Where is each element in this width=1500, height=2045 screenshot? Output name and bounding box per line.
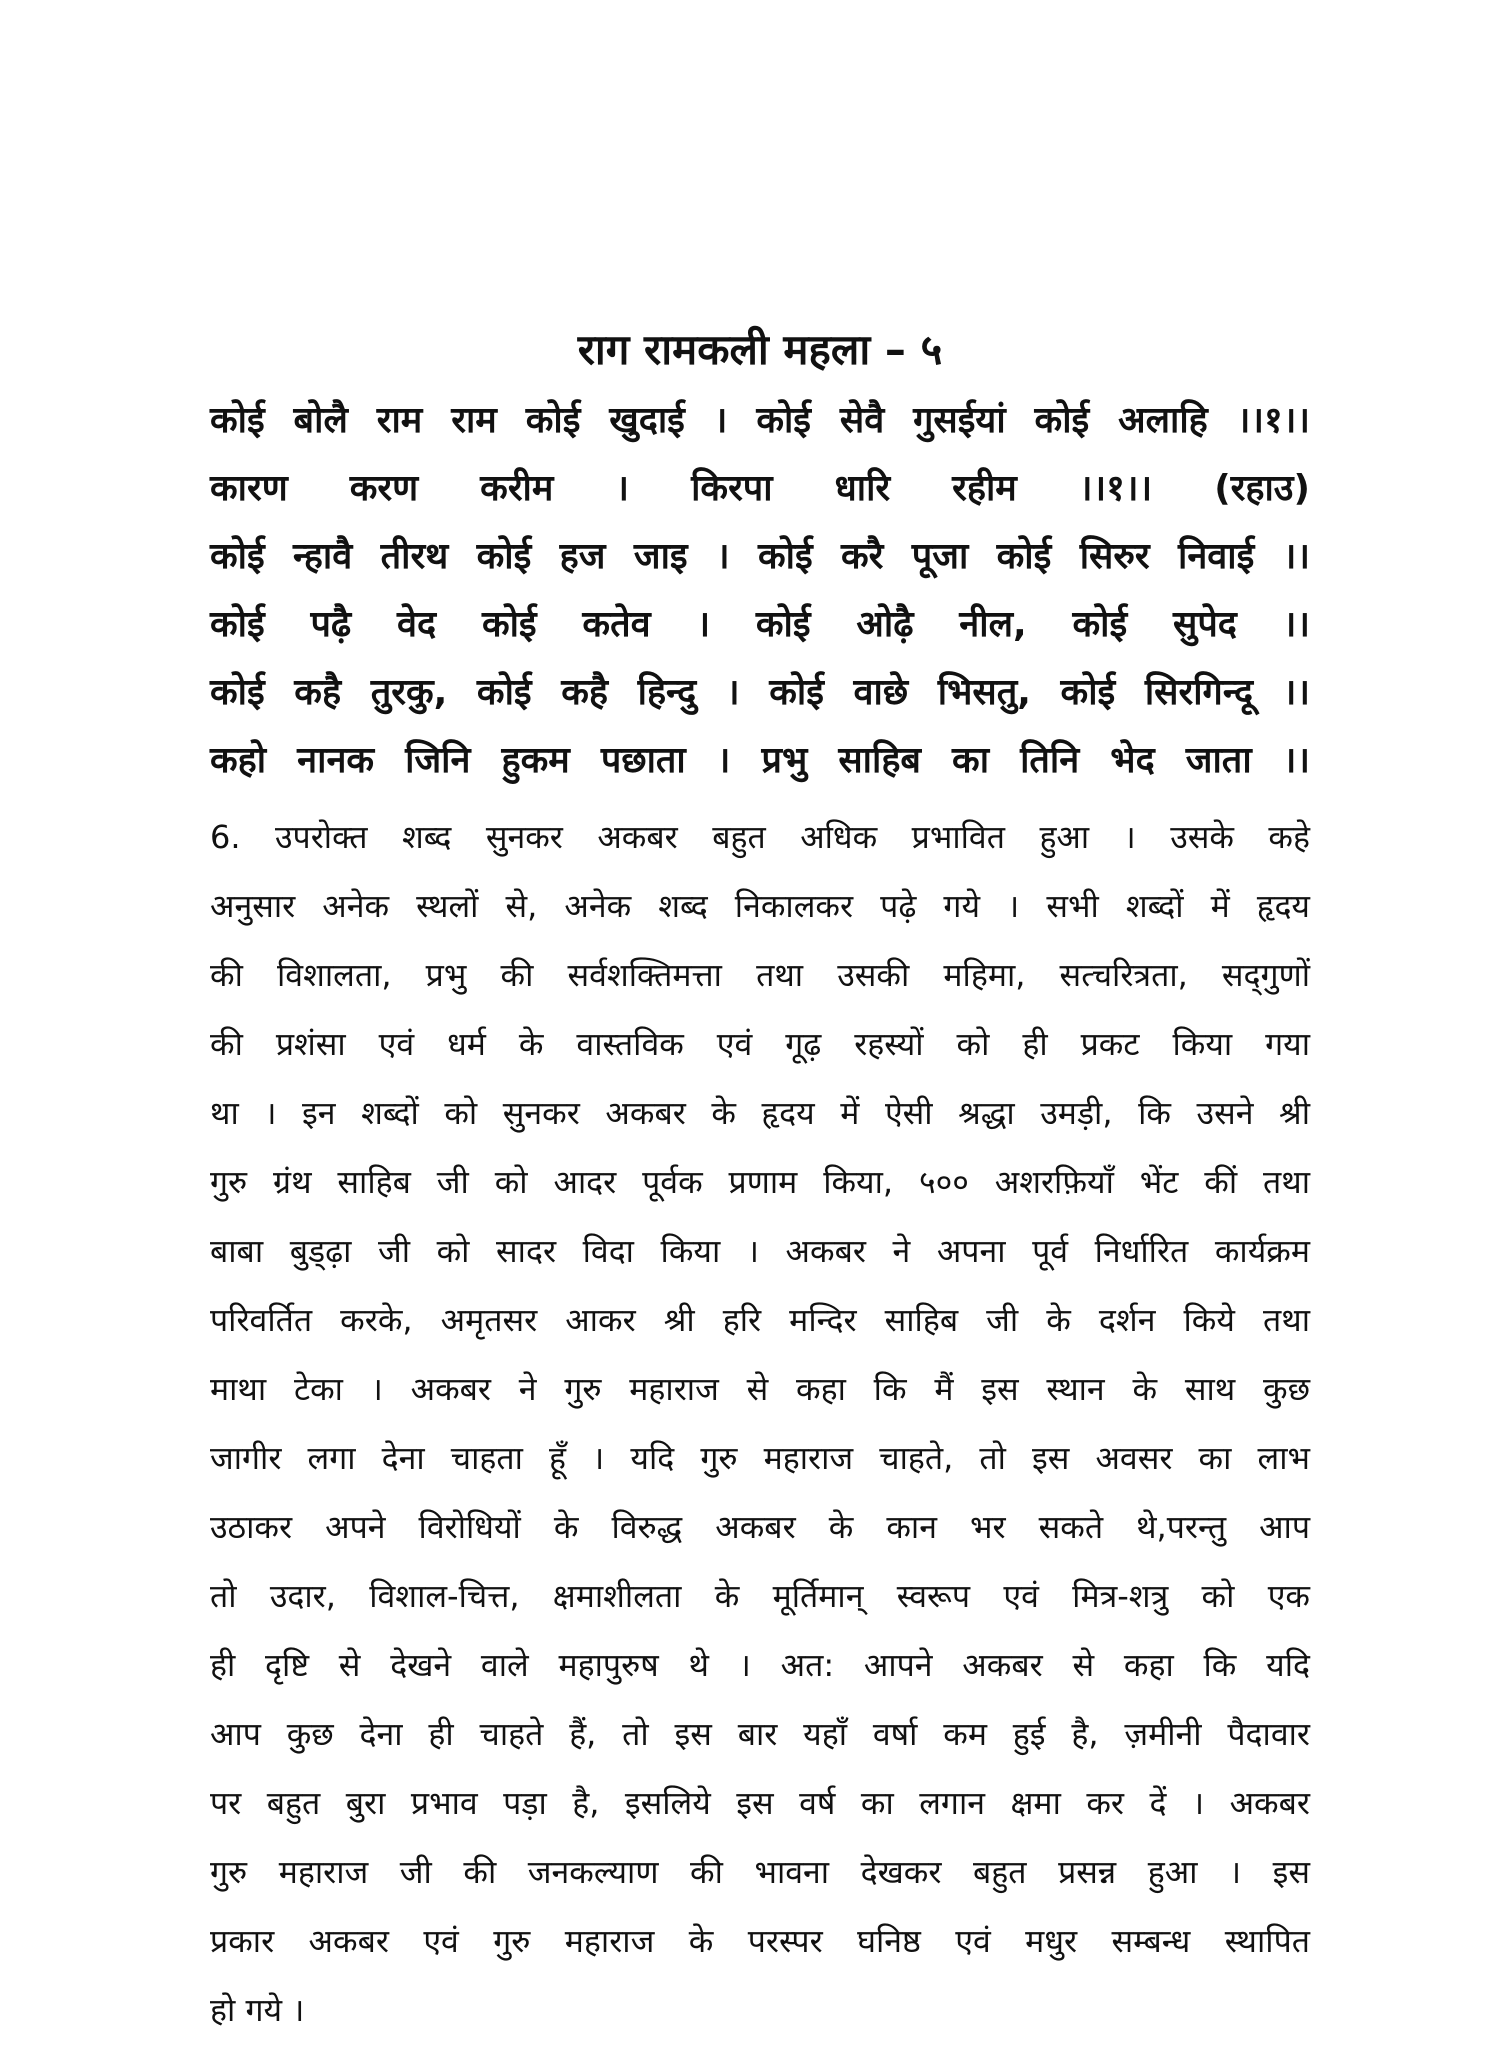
raag-heading: राग रामकली महला – ५ [577,325,943,374]
verse-line: कोई न्हावै तीरथ कोई हज जाइ । कोई करै पूजा कोई सिरुर निवाई ।। [210,536,1310,578]
paragraph-line: 6. उपरोक्त शब्द सुनकर अकबर बहुत अधिक प्रभावित हुआ । उसके कहे [210,818,1310,857]
paragraph-line: गुरु महाराज जी की जनकल्याण की भावना देखकर बहुत प्रसन्न हुआ । इस [210,1853,1310,1892]
paragraph-line: उठाकर अपने विरोधियों के विरुद्ध अकबर के कान भर सकते थे,परन्तु आप [210,1508,1310,1547]
paragraph-line: बाबा बुड्ढ़ा जी को सादर विदा किया । अकबर ने अपना पूर्व निर्धारित कार्यक्रम [210,1232,1310,1271]
paragraph-line: प्रकार अकबर एवं गुरु महाराज के परस्पर घनिष्ठ एवं मधुर सम्बन्ध स्थापित [210,1922,1310,1961]
verse-line: कोई बोलै राम राम कोई खुदाई । कोई सेवै गुसईयां कोई अलाहि ।।१।। [210,400,1310,442]
verse-line: कोई कहै तुरकु, कोई कहै हिन्दु । कोई वाछे भिसतु, कोई सिरगिन्दू ।। [210,672,1310,714]
paragraph-line: माथा टेका । अकबर ने गुरु महाराज से कहा कि मैं इस स्थान के साथ कुछ [210,1370,1310,1409]
paragraph-line: की विशालता, प्रभु की सर्वशक्तिमत्ता तथा उसकी महिमा, सत्चरित्रता, सद्‌गुणों [210,956,1310,995]
paragraph-line: था । इन शब्दों को सुनकर अकबर के हृदय में ऐसी श्रद्धा उमड़ी, कि उसने श्री [210,1094,1310,1133]
verse-block [210,387,1310,795]
paragraph-line: गुरु ग्रंथ साहिब जी को आदर पूर्वक प्रणाम किया, ५०० अशरफ़ियाँ भेंट कीं तथा [210,1163,1310,1202]
verse-line: कारण करण करीम । किरपा धारि रहीम ।।१।। (रहाउ) [210,468,1310,510]
verse-line: कोई पढ़ै वेद कोई कतेव । कोई ओढ़ै नील, कोई सुपेद ।। [210,604,1310,646]
paragraph-line: तो उदार, विशाल-चित्त, क्षमाशीलता के मूर्तिमान् स्वरूप एवं मित्र-शत्रु को एक [210,1577,1310,1616]
paragraph-6 [210,803,1310,2045]
paragraph-line: की प्रशंसा एवं धर्म के वास्तविक एवं गूढ़ रहस्यों को ही प्रकट किया गया [210,1025,1310,1064]
verse-line: कहो नानक जिनि हुकम पछाता । प्रभु साहिब का तिनि भेद जाता ।। [210,740,1310,782]
document-page [210,325,1310,2045]
paragraph-line: जागीर लगा देना चाहता हूँ । यदि गुरु महाराज चाहते, तो इस अवसर का लाभ [210,1439,1310,1478]
paragraph-line: पर बहुत बुरा प्रभाव पड़ा है, इसलिये इस वर्ष का लगान क्षमा कर दें । अकबर [210,1784,1310,1823]
paragraph-line: ही दृष्टि से देखने वाले महापुरुष थे । अत: आपने अकबर से कहा कि यदि [210,1646,1310,1685]
paragraph-line: अनुसार अनेक स्थलों से, अनेक शब्द निकालकर पढ़े गये । सभी शब्दों में हृदय [210,887,1310,926]
paragraph-line: आप कुछ देना ही चाहते हैं, तो इस बार यहाँ वर्षा कम हुई है, ज़मीनी पैदावार [210,1715,1310,1754]
paragraph-line: परिवर्तित करके, अमृतसर आकर श्री हरि मन्दिर साहिब जी के दर्शन किये तथा [210,1301,1310,1340]
paragraph-line: हो गये । [210,1991,305,2030]
